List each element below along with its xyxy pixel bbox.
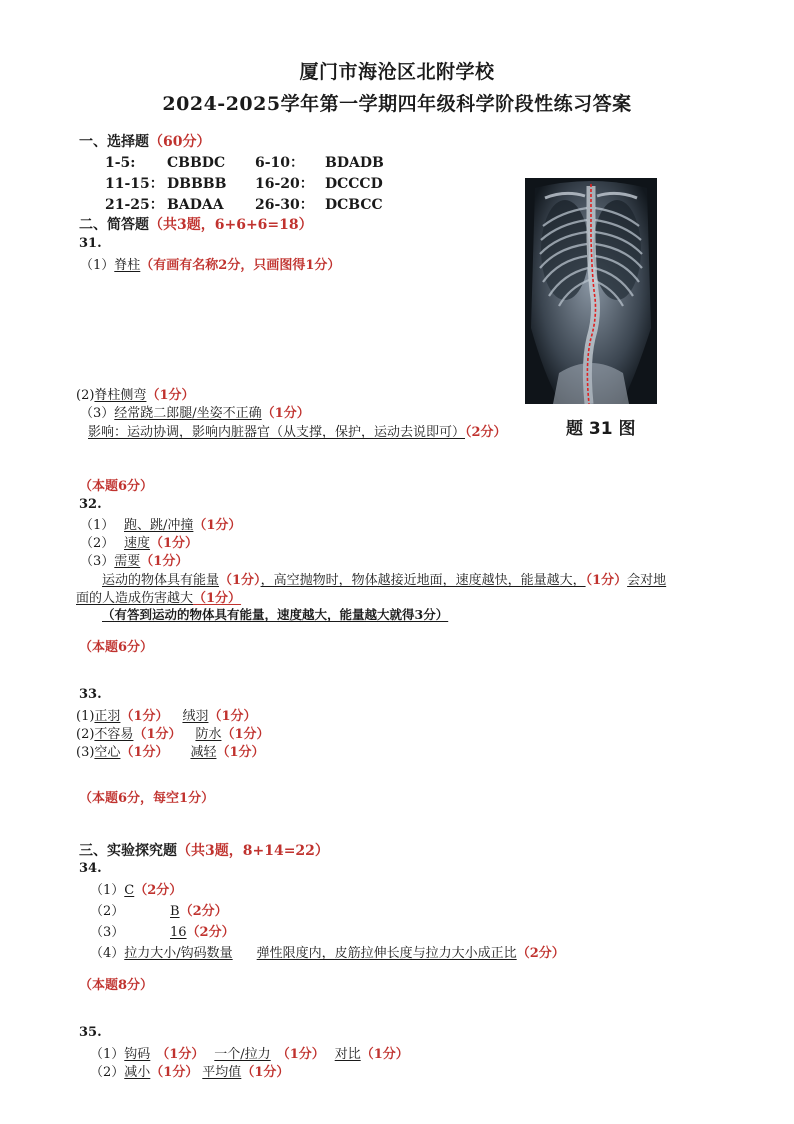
score-note: （1分） [150,1065,199,1080]
score-note: （1分） [208,709,257,724]
q34-part-2 [90,900,228,919]
spine-xray-drawing [525,178,657,404]
q33-row [76,723,270,742]
mc-answers: DCCCD [325,176,383,192]
score-note: （1分） [219,573,261,588]
answer: 不容易 [94,727,134,742]
score-note: （1分） [140,554,189,569]
score-note: （1分） [150,536,199,551]
section-1-heading [79,131,210,151]
question-35-number: 35. [79,1025,102,1040]
score-note: （1分） [120,709,169,724]
score-note: （1分） [276,1047,325,1062]
section-3-heading [79,840,329,860]
section-3-score: （共3题，8+14=22） [177,843,329,859]
part-prefix: （1） [90,883,125,898]
q34-part-3 [90,921,235,940]
q32-total: （本题6分） [79,640,154,655]
q31-part-1 [80,254,340,273]
q34-part-1 [90,879,182,898]
mc-range: 16-20： [255,176,314,192]
answer: 面的人造成伤害越大 [76,591,194,606]
score-note: （2分） [179,904,228,919]
q31-total: （本题6分） [79,479,154,494]
q35-part-2 [90,1061,289,1080]
score-note: （1分） [193,591,242,606]
answer: 跑、跳/冲撞 [124,518,194,533]
score-note: （1分） [360,1047,409,1062]
answer: 空心 [94,745,121,760]
answer: 脊柱侧弯 [94,388,147,403]
q32-grading-note: （有答到运动的物体具有能量，速度越大，能量越大就得3分） [102,607,449,622]
mc-range: 21-25： [105,197,164,213]
answer: 一个/拉力 [214,1047,271,1062]
q31-part-3 [80,402,310,421]
mc-range: 11-15： [105,176,164,192]
score-note: （2分） [465,425,507,440]
section-2-heading [79,214,313,234]
score-note: （1分） [146,388,195,403]
section-2-score: （共3题，6+6+6=18） [149,217,313,233]
figure-31-label: 题 31 图 [566,419,636,439]
part-prefix: （2） [90,904,125,919]
mc-row [105,194,383,214]
mc-range: 26-30： [255,197,314,213]
mc-answers: CBBDC [167,155,226,171]
q34-total: （本题8分） [79,978,154,993]
question-33-number: 33. [79,687,102,702]
part-prefix: (3) [76,745,95,760]
score-note: （1分） [133,727,182,742]
score-note: （2分） [134,883,183,898]
score-note: （1分） [241,1065,290,1080]
q34-part-4 [90,942,565,961]
answer: 影响：运动协调，影响内脏器官（从支撑，保护，运动去说即可） [88,425,466,440]
answer: 经常跷二郎腿/坐姿不正确 [114,406,262,421]
mc-answers: BADAA [167,197,224,213]
answer: 对比 [334,1047,361,1062]
q33-row [76,705,257,724]
mc-answers: DBBBB [167,176,227,192]
spine-xray-image [525,178,657,404]
mc-range: 1-5: [105,155,136,171]
part-prefix: （3） [90,925,125,940]
answer: 运动的物体具有能量 [102,573,220,588]
q33-total: （本题6分，每空1分） [79,791,215,806]
part-prefix: (2) [76,727,95,742]
part-prefix: （4） [90,946,125,961]
answer: 拉力大小/钩码数量 [124,946,233,961]
answer: 16 [170,925,187,940]
section-2-title: 二、简答题 [79,217,149,233]
answer: 减轻 [190,745,217,760]
answer: 脊柱 [114,258,141,273]
part-prefix: （1） [80,258,115,273]
q31-part-2 [76,384,194,403]
part-prefix: (1) [76,709,95,724]
answer: B [170,904,180,919]
part-prefix: （3） [80,554,115,569]
score-note: （1分） [216,745,265,760]
section-1-score: （60分） [149,134,211,150]
score-note: （1分） [120,745,169,760]
q31-effect [88,421,507,440]
q32-part-2 [80,532,198,551]
answer: 正羽 [94,709,121,724]
question-32-number: 32. [79,497,102,512]
document-subtitle: 2024-2025学年第一学期四年级科学阶段性练习答案 [162,93,632,115]
mc-answers: DCBCC [325,197,383,213]
answer: 需要 [114,554,141,569]
score-note: （1分） [156,1047,205,1062]
part-prefix: (2) [76,388,95,403]
score-note: （有画有名称2分，只画图得1分） [140,258,341,273]
score-note: （1分） [221,727,270,742]
q32-part-1 [80,514,241,533]
q32-explanation-line-1 [102,569,666,588]
document-title: 厦门市海沧区北附学校 [299,61,495,83]
q32-part-3 [80,550,188,569]
mc-row [105,173,383,193]
part-prefix: （1） [80,518,115,533]
section-3-title: 三、实验探究题 [79,843,177,859]
answer: 速度 [124,536,151,551]
part-prefix: （3） [80,406,115,421]
part-prefix: （2） [80,536,115,551]
answer: C [124,883,135,898]
mc-row [105,152,384,172]
part-prefix: （2） [90,1065,125,1080]
question-31-number: 31. [79,236,102,251]
q35-part-1 [90,1043,409,1062]
answer: ，高空抛物时，物体越接近地面，速度越快，能量越大， [260,573,586,588]
score-note: （2分） [186,925,235,940]
answer: 钩码 [124,1047,151,1062]
answer: 防水 [195,727,222,742]
answer: 减小 [124,1065,151,1080]
score-note: （1分） [261,406,310,421]
q33-row [76,741,265,760]
question-34-number: 34. [79,861,102,876]
mc-answers: BDADB [325,155,384,171]
section-1-title: 一、选择题 [79,134,149,150]
answer: 平均值 [202,1065,242,1080]
mc-range: 6-10： [255,155,305,171]
answer: 会对地 [627,573,667,588]
score-note: （1分） [193,518,242,533]
answer: 弹性限度内，皮筋拉伸长度与拉力大小成正比 [256,946,517,961]
score-note: （2分） [516,946,565,961]
part-prefix: （1） [90,1047,125,1062]
answer: 绒羽 [182,709,209,724]
score-note: （1分） [585,573,628,588]
q32-explanation-line-2 [76,587,241,606]
